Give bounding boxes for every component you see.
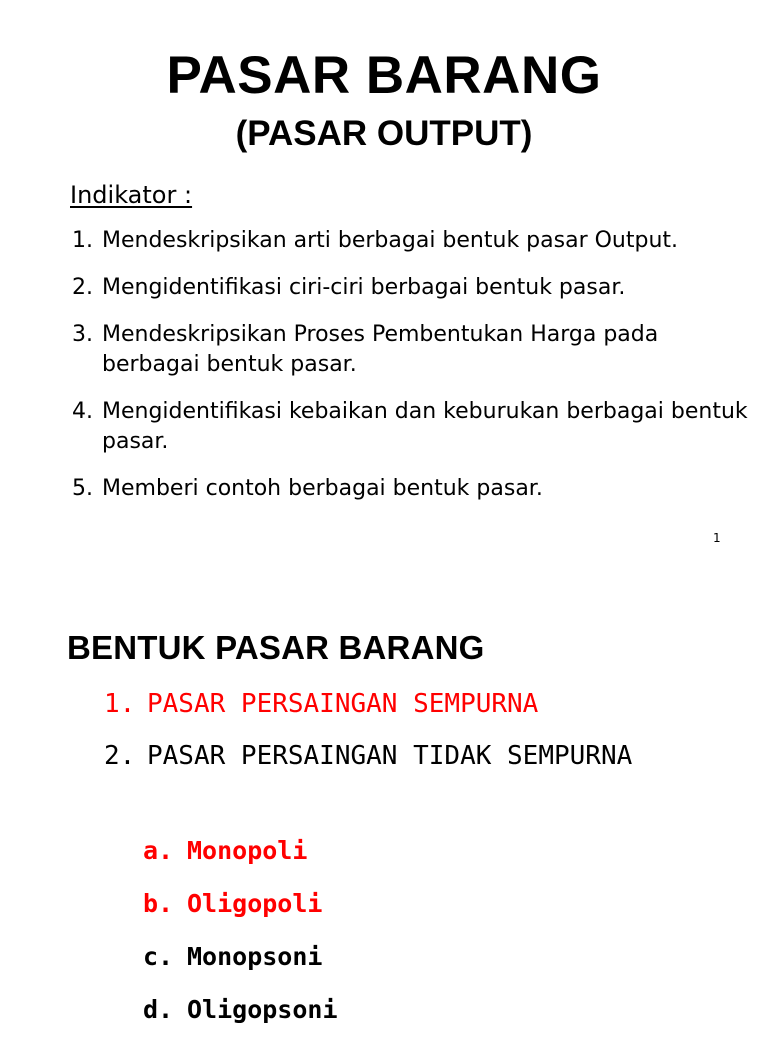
list-item-text: Memberi contoh berbagai bentuk pasar.: [102, 476, 543, 501]
indikator-label: Indikator :: [70, 181, 193, 209]
indikator-list: [72, 226, 752, 521]
list-item: [72, 226, 752, 256]
list-item-text: PASAR PERSAINGAN SEMPURNA: [147, 689, 539, 719]
list-item: [72, 474, 752, 504]
sub-list-item-text: Monopoli: [187, 836, 308, 865]
list-item-text: PASAR PERSAINGAN TIDAK SEMPURNA: [147, 741, 633, 771]
sub-list-item-letter: d.: [143, 995, 174, 1024]
sub-list-item-letter: b.: [143, 889, 174, 918]
list-item: [104, 738, 734, 774]
sub-list-item-text: Oligopsoni: [187, 995, 338, 1024]
slide-1-title: PASAR BARANG: [166, 46, 602, 105]
list-item-text: Mendeskripsikan arti berbagai bentuk pasar Output.: [102, 228, 679, 253]
slide-1-subtitle: (PASAR OUTPUT): [235, 114, 533, 153]
list-item-text: Mengidentifikasi ciri-ciri berbagai bentuk pasar.: [102, 275, 626, 300]
sub-list-item-text: Monopsoni: [187, 942, 323, 971]
list-item-number: 5.: [72, 476, 93, 501]
sub-list-item-letter: c.: [143, 942, 174, 971]
list-item-number: 2.: [72, 275, 93, 300]
list-item-text: Mendeskripsikan Proses Pembentukan Harga pada berbagai bentuk pasar.: [102, 322, 659, 377]
sub-list-item-letter: a.: [143, 836, 174, 865]
list-item-number: 1.: [72, 228, 93, 253]
list-item: [72, 397, 752, 457]
sub-list-item: [143, 992, 643, 1028]
sub-list-item-text: Oligopoli: [187, 889, 323, 918]
list-item: [104, 686, 734, 722]
list-item-text: Mengidentifikasi kebaikan dan keburukan berbagai bentuk pasar.: [102, 399, 748, 454]
list-item-number: 2.: [104, 741, 136, 771]
list-item: [72, 320, 752, 380]
market-type-list: [104, 686, 734, 790]
slide-2-title: BENTUK PASAR BARANG: [67, 629, 485, 666]
list-item-number: 3.: [72, 322, 93, 347]
sub-list-item: [143, 833, 643, 869]
list-item-number: 1.: [104, 689, 136, 719]
sub-list-item: [143, 886, 643, 922]
page-number: 1: [713, 531, 721, 545]
list-item-number: 4.: [72, 399, 93, 424]
imperfect-market-sublist: [143, 833, 643, 1045]
sub-list-item: [143, 939, 643, 975]
list-item: [72, 273, 752, 303]
